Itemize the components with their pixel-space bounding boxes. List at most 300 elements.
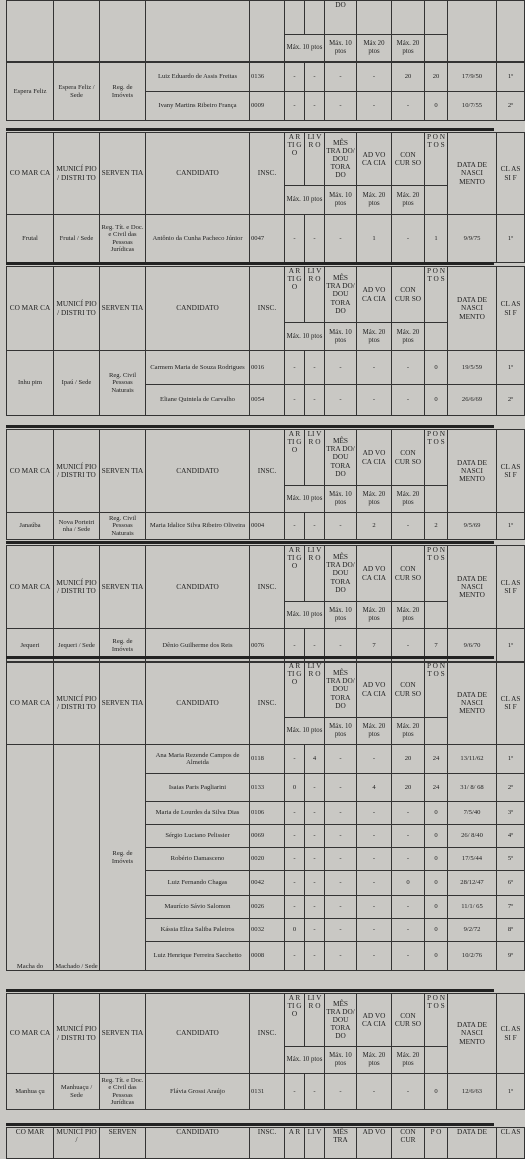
header-candidato: CANDIDATO [146, 994, 250, 1074]
cell-artigo: - [285, 1074, 305, 1110]
cell-insc: 0026 [250, 896, 285, 919]
cell-insc: 0133 [250, 774, 285, 802]
header-artigo: A R TI G O [285, 133, 305, 186]
cell-pontos: 20 [425, 63, 448, 92]
comarca-section [6, 545, 521, 663]
cell-insc: 0131 [250, 1074, 285, 1110]
cell-pontos: 24 [425, 774, 448, 802]
cell-insc: 0047 [250, 215, 285, 263]
cell-classif: 2º [497, 92, 525, 121]
cell-pontos: 0 [425, 871, 448, 896]
subheader-artigo-livro: Máx. 10 ptos [285, 602, 325, 629]
section-divider [6, 541, 494, 544]
subheader-advocacia: Máx. 20 ptos [357, 602, 392, 629]
cell-municipio: Manhuaçu / Sede [54, 1074, 100, 1110]
table-header-row [7, 994, 525, 1047]
cell-advocacia: - [357, 848, 392, 871]
subheader-artigo-livro: Máx. 10 ptos [285, 718, 325, 745]
header-serventia: SERVEN TIA [100, 133, 146, 215]
subheader-artigo-livro: Máx. 10 ptos [285, 35, 325, 62]
header-candidato: CANDIDATO [146, 430, 250, 513]
cell-pontos: 2 [425, 513, 448, 540]
cell-insc: 0042 [250, 871, 285, 896]
header-mestrado: MÊS TRA DO/ DOU TORA DO [325, 430, 357, 486]
cell-nascimento: 9/6/70 [448, 629, 497, 663]
cell-comarca: Manhua çu [7, 1074, 54, 1110]
header-mestrado: MÊS TRA DO/ DOU TORA DO [325, 994, 357, 1047]
subheader-mestrado: Máx. 10 ptos [325, 486, 357, 513]
cell-livro: - [305, 802, 325, 825]
subheader-artigo-livro: Máx. 10 ptos [285, 486, 325, 513]
subheader-concurso: Máx. 20 ptos [392, 323, 425, 351]
cell-artigo: - [285, 92, 305, 121]
cell-mestrado: - [325, 919, 357, 942]
header-insc: INSC. [250, 1128, 285, 1159]
subheader-concurso: Máx. 20 ptos [392, 1047, 425, 1074]
cell-candidato: Kássia Eliza Saliba Paleiros [146, 919, 250, 942]
header-advocacia: AD VO [357, 1128, 392, 1159]
subheader-mestrado: Máx. 10 ptos [325, 186, 357, 215]
cell-artigo: 0 [285, 774, 305, 802]
cell-advocacia: - [357, 1074, 392, 1110]
cell-candidato: Luiz Eduardo de Assis Freitas [146, 63, 250, 92]
cell-advocacia: 2 [357, 513, 392, 540]
cell-insc: 0069 [250, 825, 285, 848]
cell-candidato: Eliane Quintela de Carvalho [146, 385, 250, 416]
header-mestrado: MÊS TRA DO/ DOU TORA DO [325, 662, 357, 718]
cell-concurso: - [392, 942, 425, 971]
subheader-mestrado: Máx. 10 ptos [325, 35, 357, 62]
cell-pontos: 0 [425, 92, 448, 121]
header-insc: INSC. [250, 662, 285, 745]
subheader-pontos [425, 718, 448, 745]
cell-insc: 0004 [250, 513, 285, 540]
header-comarca: CO MAR CA [7, 430, 54, 513]
subheader-pontos [425, 1047, 448, 1074]
cell-artigo: - [285, 385, 305, 416]
table-header-row [7, 546, 525, 602]
cell-mestrado: - [325, 774, 357, 802]
cell-pontos: 0 [425, 802, 448, 825]
cell-candidato: Carmem Maria de Souza Rodrigues [146, 351, 250, 385]
header-artigo: A R TI G O [285, 662, 305, 718]
cell-candidato: Antônio da Cunha Pacheco Júnior [146, 215, 250, 263]
cell-classif: 1º [497, 513, 525, 540]
cell-pontos: 0 [425, 825, 448, 848]
header-municipio: MUNICÍ PIO / [54, 1128, 100, 1159]
cell-candidato: Maurício Sávio Salomon [146, 896, 250, 919]
header-serventia: SERVEN [100, 1128, 146, 1159]
cell-nascimento: 10/2/76 [448, 942, 497, 971]
subheader-concurso: Máx. 20 ptos [392, 602, 425, 629]
header-mestrado: MÊS TRA DO/ DOU TORA DO [325, 267, 357, 323]
subheader-concurso: Máx. 20 ptos [392, 35, 425, 62]
cell-classif: 4º [497, 825, 525, 848]
header-comarca: CO MAR CA [7, 662, 54, 745]
cell-livro: - [305, 942, 325, 971]
header-candidato: CANDIDATO [146, 267, 250, 351]
cell-nascimento: 9/5/69 [448, 513, 497, 540]
table-row [7, 745, 525, 774]
header-livro: LI V R O [305, 430, 325, 486]
header-livro: LI V [305, 1128, 325, 1159]
cell-candidato: Luiz Fernando Chagas [146, 871, 250, 896]
cell-advocacia: - [357, 92, 392, 121]
cell-classif: 9º [497, 942, 525, 971]
header-advocacia: AD VO CA CIA [357, 267, 392, 323]
header-municipio: MUNICÍ PIO / DISTRI TO [54, 267, 100, 351]
cell-artigo: - [285, 745, 305, 774]
cell-mestrado: - [325, 351, 357, 385]
cell-concurso: - [392, 825, 425, 848]
cell-insc: 0032 [250, 919, 285, 942]
cell-serventia: Reg. Civil Pessoas Naturais [100, 513, 146, 540]
cell-mestrado: - [325, 92, 357, 121]
cell-nascimento: 9/2/72 [448, 919, 497, 942]
cell-livro: - [305, 871, 325, 896]
header-artigo: A R [285, 1128, 305, 1159]
cell-mestrado: - [325, 745, 357, 774]
cell-classif: 1º [497, 1074, 525, 1110]
cell-concurso: 0 [392, 871, 425, 896]
cell-artigo: - [285, 513, 305, 540]
subheader-advocacia: Máx 20 ptos [357, 35, 392, 62]
cell-classif: 2º [497, 385, 525, 416]
subheader-pontos [425, 35, 448, 62]
cell-comarca: Frutal [7, 215, 54, 263]
header-artigo: A R TI G O [285, 430, 305, 486]
header-artigo: A R TI G O [285, 994, 305, 1047]
cell-classif: 7º [497, 896, 525, 919]
subheader-pontos [425, 602, 448, 629]
cell-advocacia: - [357, 896, 392, 919]
table-header-row [7, 133, 525, 186]
comarca-section [6, 62, 514, 121]
header-blank [285, 1, 305, 35]
header-insc: INSC. [250, 546, 285, 629]
header-blank [497, 1, 525, 62]
cell-advocacia: - [357, 802, 392, 825]
cell-classif: 8º [497, 919, 525, 942]
cell-candidato: Luiz Henrique Ferreira Sacchetto [146, 942, 250, 971]
cell-candidato: Maria Idalice Silva Ribeiro Oliveira [146, 513, 250, 540]
cell-candidato: Flávia Grossi Araújo [146, 1074, 250, 1110]
cell-livro: - [305, 513, 325, 540]
header-municipio: MUNICÍ PIO / DISTRI TO [54, 546, 100, 629]
cell-livro: - [305, 351, 325, 385]
cell-livro: - [305, 825, 325, 848]
header-nascimento: DATA DE [448, 1128, 497, 1159]
subheader-advocacia: Máx. 20 ptos [357, 186, 392, 215]
cell-advocacia: 1 [357, 215, 392, 263]
cell-mestrado: - [325, 896, 357, 919]
subheader-pontos [425, 486, 448, 513]
cell-nascimento: 31/ 8/ 68 [448, 774, 497, 802]
cell-mestrado: - [325, 802, 357, 825]
cell-pontos: 0 [425, 942, 448, 971]
header-nascimento: DATA DE NASCI MENTO [448, 994, 497, 1074]
header-municipio: MUNICÍ PIO / DISTRI TO [54, 662, 100, 745]
cell-candidato: Ana Maria Rezende Campos de Almeida [146, 745, 250, 774]
cell-comarca: Jequeri [7, 629, 54, 663]
header-blank [146, 1, 250, 62]
cell-insc: 0008 [250, 942, 285, 971]
cell-mestrado: - [325, 848, 357, 871]
header-concurso: CON CUR SO [392, 546, 425, 602]
cell-classif: 1º [497, 629, 525, 663]
subheader-artigo-livro: Máx. 10 ptos [285, 186, 325, 215]
cell-comarca: Janaúba [7, 513, 54, 540]
cell-classif: 1º [497, 215, 525, 263]
cell-livro: - [305, 385, 325, 416]
header-livro: LI V R O [305, 546, 325, 602]
cell-concurso: - [392, 896, 425, 919]
header-classif: CL AS SI F [497, 133, 525, 215]
cell-artigo: - [285, 896, 305, 919]
header-serventia: SERVEN TIA [100, 662, 146, 745]
cell-artigo: - [285, 63, 305, 92]
cell-nascimento: 12/6/63 [448, 1074, 497, 1110]
header-blank [357, 1, 392, 35]
header-pontos: P O N T O S [425, 662, 448, 718]
cell-artigo: - [285, 351, 305, 385]
cell-advocacia: - [357, 745, 392, 774]
cell-livro: - [305, 919, 325, 942]
table-row [7, 215, 525, 263]
header-insc: INSC. [250, 133, 285, 215]
cell-mestrado: - [325, 825, 357, 848]
cell-serventia: Reg. Civil Pessoas Naturais [100, 351, 146, 416]
cell-pontos: 1 [425, 215, 448, 263]
cell-nascimento: 17/5/44 [448, 848, 497, 871]
cell-livro: - [305, 92, 325, 121]
table-row [7, 351, 525, 385]
cell-classif: 2º [497, 774, 525, 802]
header-advocacia: AD VO CA CIA [357, 133, 392, 186]
cell-classif: 3º [497, 802, 525, 825]
cell-serventia: Reg. Tít. e Doc. e Civil das Pessoas Jurídicas [100, 215, 146, 263]
header-nascimento: DATA DE NASCI MENTO [448, 267, 497, 351]
top-fragment-table [6, 0, 494, 62]
subheader-concurso: Máx. 20 ptos [392, 186, 425, 215]
subheader-pontos [425, 323, 448, 351]
header-artigo: A R TI G O [285, 267, 305, 323]
cell-municipio: Espera Feliz / Sede [54, 63, 100, 121]
cell-nascimento: 19/5/59 [448, 351, 497, 385]
header-classif: CL AS SI F [497, 430, 525, 513]
cell-concurso: - [392, 919, 425, 942]
cell-nascimento: 13/11/62 [448, 745, 497, 774]
cell-artigo: - [285, 871, 305, 896]
header-municipio: MUNICÍ PIO / DISTRI TO [54, 430, 100, 513]
header-livro: LI V R O [305, 994, 325, 1047]
header-blank [54, 1, 100, 62]
cell-livro: - [305, 629, 325, 663]
header-blank [7, 1, 54, 62]
header-serventia: SERVEN TIA [100, 994, 146, 1074]
header-nascimento: DATA DE NASCI MENTO [448, 662, 497, 745]
cell-nascimento: 9/9/75 [448, 215, 497, 263]
subheader-concurso: Máx. 20 ptos [392, 486, 425, 513]
cell-mestrado: - [325, 942, 357, 971]
cell-insc: 0054 [250, 385, 285, 416]
cell-advocacia: - [357, 63, 392, 92]
table-header-row [7, 662, 525, 718]
header-advocacia: AD VO CA CIA [357, 994, 392, 1047]
subheader-advocacia: Máx. 20 ptos [357, 1047, 392, 1074]
header-livro: LI V R O [305, 133, 325, 186]
header-pontos: P O [425, 1128, 448, 1159]
cell-municipio: Machado / Sede [54, 745, 100, 971]
cell-concurso: - [392, 215, 425, 263]
cell-candidato: Dênio Guilherme dos Reis [146, 629, 250, 663]
cell-mestrado: - [325, 215, 357, 263]
section-divider [6, 425, 494, 428]
section-divider [6, 262, 494, 265]
header-advocacia: AD VO CA CIA [357, 662, 392, 718]
subheader-artigo-livro: Máx. 10 ptos [285, 323, 325, 351]
header-artigo: A R TI G O [285, 546, 305, 602]
header-candidato: CANDIDATO [146, 662, 250, 745]
header-comarca: CO MAR CA [7, 267, 54, 351]
cell-advocacia: - [357, 919, 392, 942]
header-blank [425, 1, 448, 35]
table-header-row [7, 267, 525, 323]
header-comarca: CO MAR CA [7, 994, 54, 1074]
cell-comarca: Macha do [7, 745, 54, 971]
cell-concurso: 20 [392, 774, 425, 802]
cell-pontos: 7 [425, 629, 448, 663]
comarca-section [6, 661, 521, 971]
cell-concurso: - [392, 385, 425, 416]
header-concurso: CON CUR SO [392, 430, 425, 486]
cell-advocacia: - [357, 351, 392, 385]
table-row [7, 63, 525, 92]
header-classif: CL AS SI F [497, 267, 525, 351]
header-blank [392, 1, 425, 35]
subheader-mestrado: Máx. 10 ptos [325, 718, 357, 745]
cell-livro: - [305, 774, 325, 802]
cell-advocacia: - [357, 942, 392, 971]
cell-candidato: Sérgio Luciano Pelissier [146, 825, 250, 848]
header-nascimento: DATA DE NASCI MENTO [448, 133, 497, 215]
cell-serventia: Reg. de Imóveis [100, 745, 146, 971]
cell-insc: 0016 [250, 351, 285, 385]
cell-municipio: Jequeri / Sede [54, 629, 100, 663]
cell-serventia: Reg. de Imóveis [100, 63, 146, 121]
cell-pontos: 0 [425, 351, 448, 385]
header-pontos: P O N T O S [425, 994, 448, 1047]
header-nascimento: DATA DE NASCI MENTO [448, 546, 497, 629]
header-mestrado: MÊS TRA [325, 1128, 357, 1159]
cell-mestrado: - [325, 385, 357, 416]
cell-municipio: Nova Porteiri nha / Sede [54, 513, 100, 540]
header-serventia: SERVEN TIA [100, 546, 146, 629]
cell-insc: 0076 [250, 629, 285, 663]
cell-livro: - [305, 848, 325, 871]
header-serventia: SERVEN TIA [100, 430, 146, 513]
subheader-concurso: Máx. 20 ptos [392, 718, 425, 745]
cell-advocacia: - [357, 825, 392, 848]
header-blank [250, 1, 285, 62]
cell-advocacia: 7 [357, 629, 392, 663]
subheader-mestrado: Máx. 10 ptos [325, 1047, 357, 1074]
cell-insc: 0118 [250, 745, 285, 774]
header-concurso: CON CUR SO [392, 267, 425, 323]
cell-artigo: - [285, 802, 305, 825]
section-divider [6, 128, 494, 131]
bottom-partial-header [6, 1127, 521, 1159]
header-municipio: MUNICÍ PIO / DISTRI TO [54, 994, 100, 1074]
cell-livro: - [305, 215, 325, 263]
subheader-artigo-livro: Máx. 10 ptos [285, 1047, 325, 1074]
cell-livro: - [305, 63, 325, 92]
cell-advocacia: - [357, 871, 392, 896]
cell-insc: 0136 [250, 63, 285, 92]
cell-concurso: - [392, 629, 425, 663]
cell-candidato: Robério Damasceno [146, 848, 250, 871]
cell-candidato: Ivany Martins Ribeiro França [146, 92, 250, 121]
cell-classif: 5º [497, 848, 525, 871]
cell-municipio: Frutal / Sede [54, 215, 100, 263]
cell-nascimento: 28/12/47 [448, 871, 497, 896]
header-insc: INSC. [250, 430, 285, 513]
cell-concurso: - [392, 513, 425, 540]
cell-concurso: - [392, 92, 425, 121]
cell-concurso: - [392, 351, 425, 385]
comarca-section [6, 132, 521, 263]
header-comarca: CO MAR CA [7, 133, 54, 215]
subheader-advocacia: Máx. 20 ptos [357, 486, 392, 513]
table-row [7, 1074, 525, 1110]
cell-artigo: 0 [285, 919, 305, 942]
header-concurso: CON CUR [392, 1128, 425, 1159]
cell-artigo: - [285, 629, 305, 663]
cell-pontos: 0 [425, 896, 448, 919]
header-nascimento: DATA DE NASCI MENTO [448, 430, 497, 513]
cell-pontos: 0 [425, 1074, 448, 1110]
cell-mestrado: - [325, 63, 357, 92]
cell-concurso: - [392, 802, 425, 825]
cell-nascimento: 17/9/50 [448, 63, 497, 92]
header-pontos: P O N T O S [425, 133, 448, 186]
cell-serventia: Reg. Tít. e Doc. e Civil das Pessoas Jurídicas [100, 1074, 146, 1110]
cell-mestrado: - [325, 1074, 357, 1110]
cell-pontos: 24 [425, 745, 448, 774]
header-blank [100, 1, 146, 62]
cell-advocacia: 4 [357, 774, 392, 802]
cell-concurso: - [392, 848, 425, 871]
comarca-section [6, 993, 521, 1110]
section-divider [6, 656, 494, 659]
cell-municipio: Ipaú / Sede [54, 351, 100, 416]
cell-nascimento: 10/7/55 [448, 92, 497, 121]
cell-livro: - [305, 896, 325, 919]
header-classif: CL AS SI F [497, 546, 525, 629]
header-blank [448, 1, 497, 62]
table-row [7, 513, 525, 540]
header-classif: CL AS SI F [497, 662, 525, 745]
cell-insc: 0020 [250, 848, 285, 871]
header-livro: LI V R O [305, 267, 325, 323]
header-insc: INSC. [250, 267, 285, 351]
header-classif: CL AS [497, 1128, 525, 1159]
cell-comarca: Inhu pim [7, 351, 54, 416]
header-insc: INSC. [250, 994, 285, 1074]
header-serventia: SERVEN TIA [100, 267, 146, 351]
cell-insc: 0009 [250, 92, 285, 121]
cell-pontos: 0 [425, 919, 448, 942]
